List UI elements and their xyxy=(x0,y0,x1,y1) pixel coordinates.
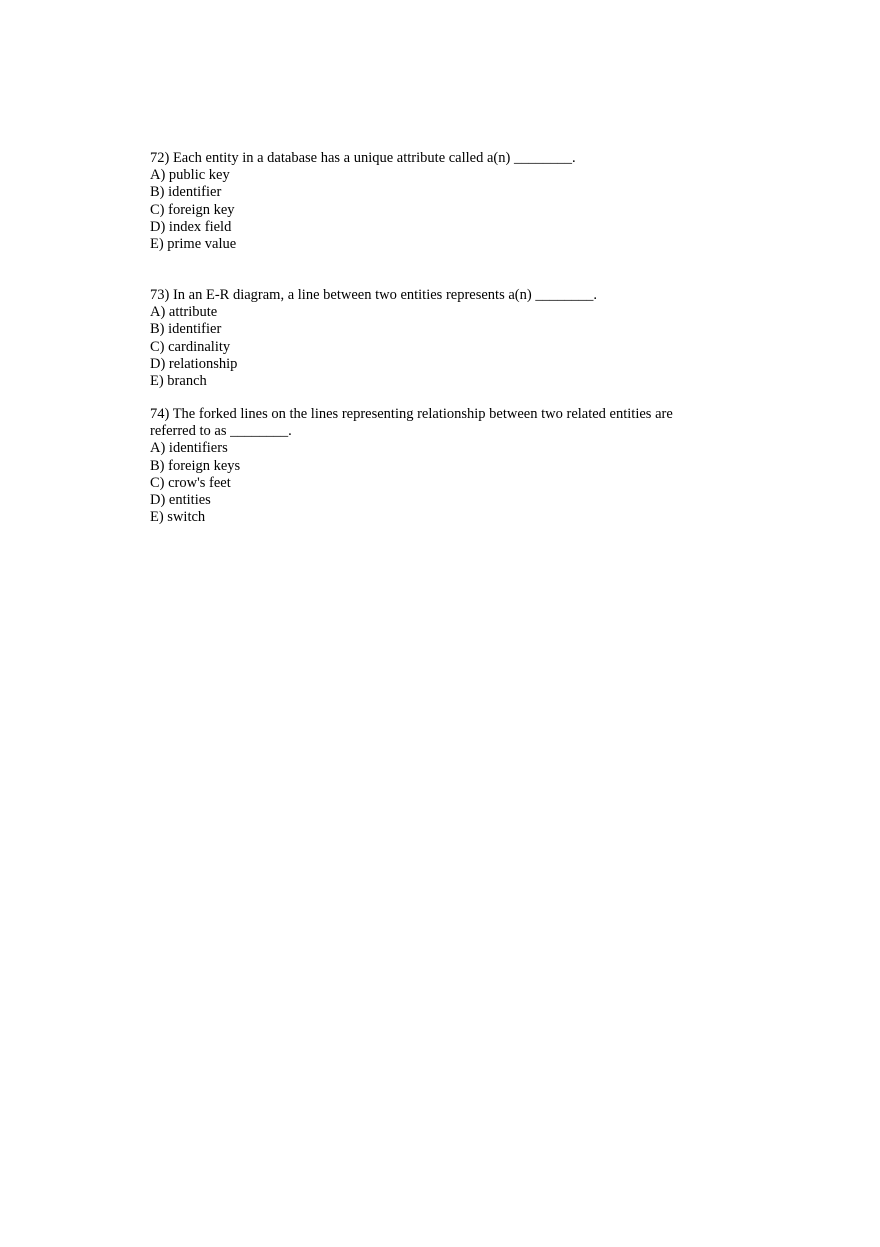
question-text: 74) The forked lines on the lines representing relationship between two related entities are referred to as ________. xyxy=(150,406,677,440)
question-72 xyxy=(150,150,710,253)
option-d: D) relationship xyxy=(150,355,238,372)
option-e: E) switch xyxy=(150,509,206,526)
option-b: B) identifier xyxy=(150,321,222,338)
option-b: B) foreign keys xyxy=(150,457,241,474)
question-74 xyxy=(150,406,710,526)
question-text: 72) Each entity in a database has a unique attribute called a(n) ________. xyxy=(150,150,576,166)
option-a: A) attribute xyxy=(150,304,218,321)
option-d: D) index field xyxy=(150,218,232,235)
option-b: B) identifier xyxy=(150,184,222,201)
option-e: E) prime value xyxy=(150,236,237,253)
question-text: 73) In an E-R diagram, a line between two entities represents a(n) ________. xyxy=(150,287,597,303)
option-a: A) public key xyxy=(150,167,230,184)
option-c: C) foreign key xyxy=(150,201,235,218)
option-e: E) branch xyxy=(150,373,207,390)
option-d: D) entities xyxy=(150,492,211,509)
option-a: A) identifiers xyxy=(150,440,228,457)
question-73 xyxy=(150,287,710,390)
option-c: C) cardinality xyxy=(150,338,231,355)
option-c: C) crow's feet xyxy=(150,474,231,491)
